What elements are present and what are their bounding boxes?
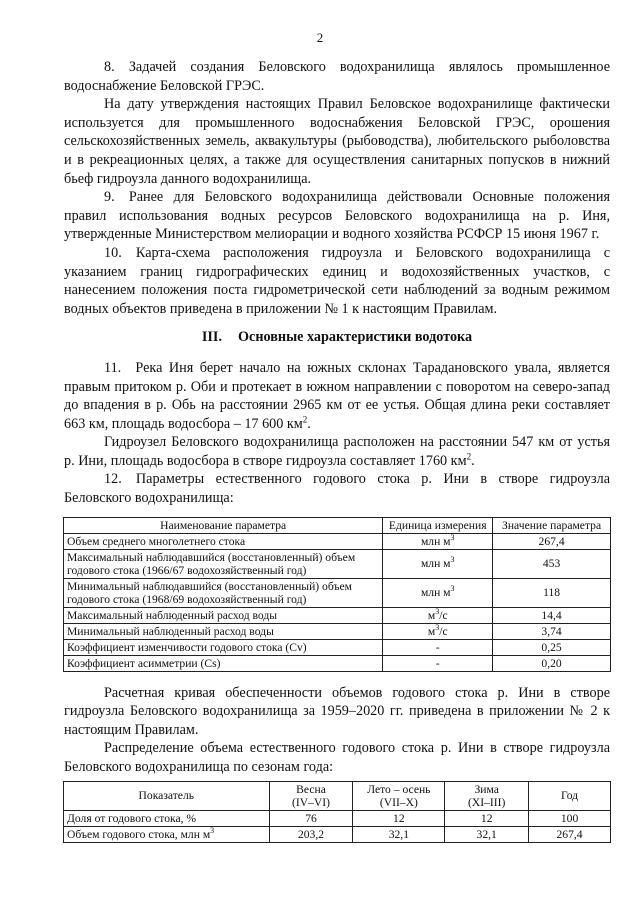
table-row: Коэффициент асимметрии (Cs) - 0,20 — [64, 655, 611, 671]
paragraph-distribution: Распределение объема естественного годового стока р. Ини в створе гидроузла Беловского водохранилища по сезонам года: — [64, 740, 610, 776]
paragraph-12: 12. Параметры естественного годового стока р. Ини в створе гидроузла Беловского водохранилища: — [64, 471, 610, 507]
document-body — [64, 58, 610, 843]
paragraph-10: 10. Карта-схема расположения гидроузла и Беловского водохранилища с указанием границ гидрографических единиц и водохозяйственных участков, с нанесением положения поста гидрометрической сети наблюдений за водным режимом водных объектов приведена в приложении № 1 к настоящим Правилам. — [64, 244, 610, 317]
section-number: III. — [201, 329, 223, 346]
page-number: 2 — [316, 30, 324, 45]
table-row: Минимальный наблюденный расход воды $м^3/с$ 3,74 — [64, 623, 611, 639]
paragraph-usage: На дату утверждения настоящих Правил Беловское водохранилище фактически используется для промышленного водоснабжения Беловской ГРЭС, орошения сельскохозяйственных земель, аквакультуры (рыбоводства), любительского рыболовства и в рекреационных целях, а также для осуществления санитарных попусков в нижний бьеф гидроузла данного водохранилища. — [64, 96, 610, 187]
paragraph-curve: Расчетная кривая обеспеченности объемов годового стока р. Ини в створе гидроузла Беловского водохранилища за 1959–2020 гг. приведена в приложении № 2 к настоящим Правилам. — [64, 684, 610, 738]
header-summer-autumn: Лето – осень (VII–X) — [353, 781, 445, 810]
paragraph-8: 8. Задачей создания Беловского водохранилища являлось промышленное водоснабжение Беловской ГРЭС. — [64, 59, 610, 94]
runoff-parameters-table — [63, 517, 611, 672]
table-row: Коэффициент изменчивости годового стока (Cv) - 0,25 — [64, 639, 611, 655]
header-winter: Зима (XI–III) — [445, 781, 529, 810]
table-header-row — [64, 517, 611, 533]
table-row: Объем среднего многолетнего стока млн $м^3$ 267,4 — [64, 533, 611, 549]
table-row: Максимальный наблюдавшийся (восстановленный) объем годового стока (1966/67 водохозяйственный год) млн $м^3$ 453 — [64, 549, 611, 578]
header-unit: Единица измерения — [383, 517, 493, 533]
table-row: Минимальный наблюдавшийся (восстановленный) объем годового стока (1968/69 водохозяйственный год) млн $м^3$ 118 — [64, 578, 611, 607]
section-title: Основные характеристики водотока — [238, 329, 473, 346]
seasonal-distribution-table — [63, 781, 611, 843]
table-row: Объем годового стока, млн $м^3$ 203,2 32,1 32,1 267,4 — [64, 826, 611, 842]
header-value: Значение параметра — [493, 517, 611, 533]
table-row: Доля от годового стока, % 76 12 12 100 — [64, 810, 611, 826]
section-heading — [64, 328, 610, 347]
header-spring: Весна (IV–VI) — [269, 781, 353, 810]
table-header-row — [64, 781, 611, 810]
paragraph-hydro: Гидроузел Беловского водохранилища расположен на расстоянии 547 км от устья р. Ини, площадь водосбора в створе гидроузла составляет 1760 $км^2$. — [64, 434, 610, 469]
header-parameter: Наименование параметра — [64, 517, 383, 533]
table-row: Максимальный наблюденный расход воды $м^3/с$ 14,4 — [64, 607, 611, 623]
header-indicator: Показатель — [64, 781, 270, 810]
header-year: Год — [529, 781, 611, 810]
paragraph-11: 11. Река Иня берет начало на южных склонах Тарадановского увала, является правым притоком р. Оби и протекает в южном направлении с поворотом на северо-запад до впадения в р. Обь на расстоянии 2965 км от ее устья. Общая длина реки составляет 663 км, площадь водосбора – 17 600 $км^2$. — [64, 359, 610, 432]
paragraph-9: 9. Ранее для Беловского водохранилища действовали Основные положения правил использования водных ресурсов Беловского водохранилища на р. Иня, утвержденные Министерством мелиорации и водного хозяйства РСФСР 15 июня 1967 г. — [64, 189, 610, 243]
